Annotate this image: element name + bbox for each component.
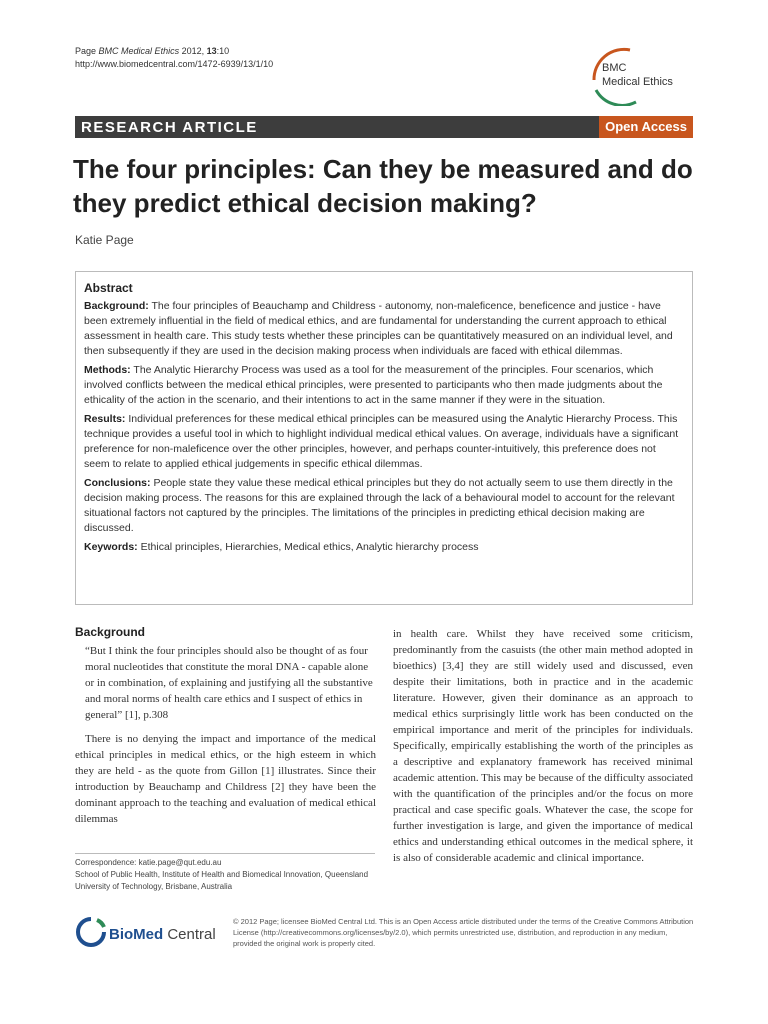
article-type: RESEARCH ARTICLE [81,119,258,136]
article-type-banner [75,116,693,138]
volume: 13 [206,46,217,56]
background-label: Background: [84,300,149,312]
results-label: Results: [84,413,126,425]
abstract-keywords [84,540,684,555]
section-heading: Background [75,625,146,639]
header-citation [75,45,273,71]
abstract-conclusions [84,476,684,536]
results-text: Individual preferences for these medical ethical principles can be measured using the Analytic Hierarchy Process. This technique provides a useful tool in which to highlight individual medical ethical values. On average, individuals have a significant preference for non-maleficence over the other principles, however, and perhaps counter-intuitively, this preference does not seem to relate to applied ethical judgements in specific ethical dilemmas. [84,413,679,470]
publisher-central: Central [163,926,216,943]
conclusions-text: People state they value these medical ethical principles but they do not actually seem to use them directly in the decision making process. The reasons for this are explained through the lack of a behavioural model to account for the relevant situational factors not captured by the principles. The limitations of the principles in predicting ethical decision making are discussed. [84,477,675,534]
body-column-right: in health care. Whilst they have received some criticism, predominantly from the casuists (the other main method adopted in bioethics) [3,4] they are still widely used and discussed, even despite their limitations, both in practice and in the academic literature. However, given their dominance as an approach to medical ethics surprisingly little work has been conducted on the empirical importance and merit of the principles for individuals. Specifically, empirically establishing the worth of the principles as a descriptive and explanatory framework has received minimal academic attention. This may be because of the difficulty associated with the quantification of the principles and/or the focus on more practical and case specific goals. Whatever the case, the scope for further investigation is large, and given the importance of medical ethics and understanding ethical outcomes in the medical sphere, it is also of considerable academic and clinical importance. [393,628,693,864]
article-title: The four principles: Can they be measured and do they predict ethical decision making? [73,154,693,218]
publisher-name [109,926,216,943]
license-text: © 2012 Page; licensee BioMed Central Ltd. This is an Open Access article distributed under the terms of the Creative Commons Attribution License (http://creativecommons.org/licenses/by/2.0), which permits unrestricted use, distribution, and reproduction in any medium, provided the original work is properly cited. [233,917,694,948]
methods-text: The Analytic Hierarchy Process was used as a tool for the measurement of the principles. Four scenarios, which involved conflicts between the medical ethical principles, were presented to participants who then made judgments about the ethicality of the action in the scenario, and their intentions to act in the same manner if they were in the situation. [84,364,663,406]
abstract-background [84,299,684,359]
article-url[interactable]: http://www.biomedcentral.com/1472-6939/13/1/10 [75,59,274,69]
abstract-methods [84,363,684,408]
affiliation: School of Public Health, Institute of Health and Biomedical Innovation, Queensland University of Technology, Brisbane, Australia [75,870,369,891]
body-column-left [75,625,376,827]
open-access-badge: Open Access [599,116,693,138]
abstract-heading: Abstract [84,281,133,295]
page-prefix: Page [75,46,97,56]
publisher-bio: BioMed [109,926,164,943]
publisher-logo [75,916,225,950]
abstract-results [84,412,684,472]
author: Katie Page [75,233,134,247]
journal-name: BMC Medical Ethics [98,46,180,56]
biomed-central-icon [75,916,107,950]
epigraph-quote: “But I think the four principles should also be thought of as four moral nucleotides that constitute the moral DNA - capable alone or in combination, of explaining and justifying all the substantive and moral norms of health care ethics and I suspect of ethics in general” [1], p.308 [85,645,373,721]
article-number: :10 [216,46,230,56]
keywords-label: Keywords: [84,541,138,553]
correspondence-email: Correspondence: katie.page@qut.edu.au [75,858,222,867]
keywords-text: Ethical principles, Hierarchies, Medical ethics, Analytic hierarchy process [140,541,479,553]
methods-label: Methods: [84,364,131,376]
year: 2012, [181,46,205,56]
conclusions-label: Conclusions: [84,477,151,489]
correspondence-note [75,853,375,893]
logo-journal: Medical Ethics [602,76,673,88]
background-text: The four principles of Beauchamp and Childress - autonomy, non-maleficence, beneficence and justice - have been extremely influential in the field of medical ethics, and are fundamental for understanding the current approach to ethical assessment in health care. This study tests whether these principles can be quantitatively measured on an individual level, and then subsequently if they are used in the decision making process when individuals are faced with ethical dilemmas. [84,300,673,357]
logo-bmc: BMC [602,62,627,74]
abstract-box [75,271,693,605]
journal-logo [590,46,700,106]
body-paragraph: There is no denying the impact and importance of the medical ethical principles in medical ethics, or the high esteem in which they are held - as the quote from Gillon [1] illustrates. Since their introduction by Beauchamp and Childress [2] they have been the dominant approach to the teaching and evaluation of medical ethical dilemmas [75,733,376,825]
